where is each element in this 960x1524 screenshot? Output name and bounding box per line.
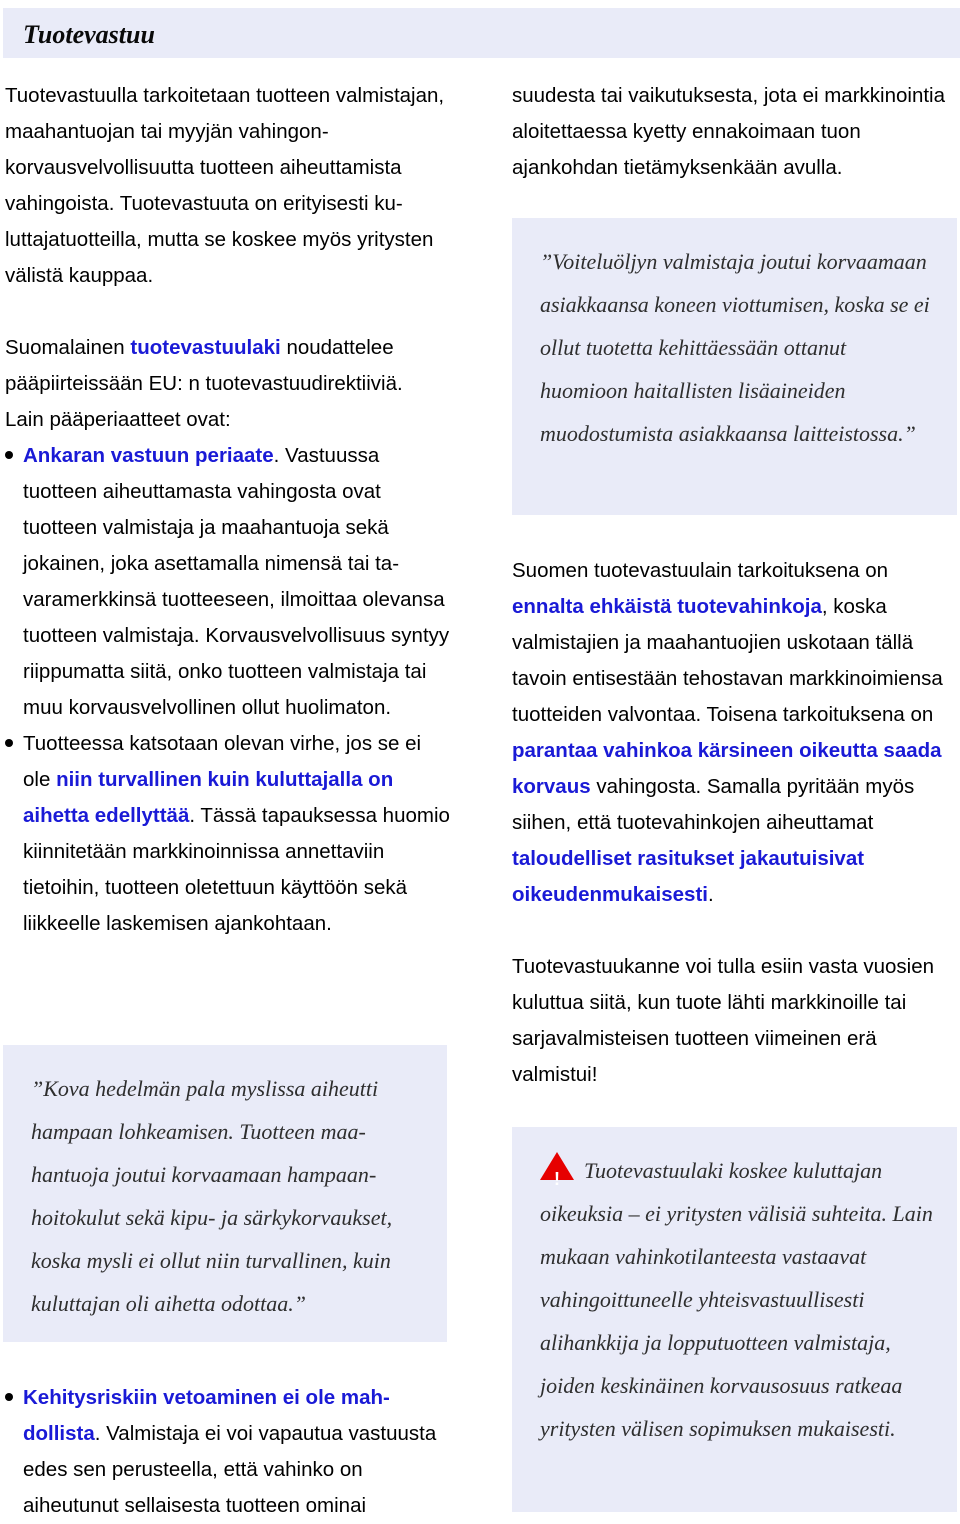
purpose-link-compensation[interactable]: parantaa vahinkoa kärsineen oikeutta saada korvaus bbox=[512, 739, 942, 798]
bullet-1-title[interactable]: Ankaran vastuun periaate bbox=[23, 444, 274, 467]
law-text-post: noudattelee pääpiirteissään EU: n tuotevastuudirektiiviä. bbox=[5, 336, 403, 395]
bullet-3-text: . Valmistaja ei voi vapautua vastuusta edes sen perusteella, että vahinko on aiheutunut sellaisesta tuotteen ominai bbox=[23, 1422, 437, 1517]
warning-box bbox=[512, 1127, 957, 1512]
warning-icon bbox=[540, 1152, 574, 1189]
law-paragraph bbox=[5, 330, 450, 402]
header-bar bbox=[3, 8, 960, 58]
bullet-defect bbox=[5, 726, 450, 942]
bullet-1-text: . Vastuussa tuotteen aiheuttamasta vahingosta ovat tuotteen valmistaja ja maahantuoja sekä jokainen, joka asettamalla nimensä tai tavaramerkkinsä tuotteeseen, ilmoittaa olevansa tuotteen valmistaja. Korvausvelvollisuus syntyy riippumatta siitä, onko tuotteen valmistaja tai muu korvausvelvollinen ollut huolimaton. bbox=[23, 444, 450, 719]
example-text-muesli: ”Kova hedelmän pala myslissa aiheutti hampaan lohkeamisen. Tuotteen maahantuoja joutui korvaamaan hampaanhoitokulut sekä kipu- ja särkykorvaukset, koska mysli ei ollut niin turvallinen, kuin kuluttajan oli aihetta odottaa.” bbox=[31, 1076, 393, 1316]
law-text-pre: Suomalainen bbox=[5, 336, 131, 359]
purpose-text-a: Suomen tuotevastuulain tarkoituksena on bbox=[512, 559, 889, 582]
left-column-bottom bbox=[5, 1380, 450, 1524]
intro-paragraph: Tuotevastuulla tarkoitetaan tuotteen valmistajan, maahantuojan tai myyjän vahingonkorvausvelvollisuutta tuotteen aiheuttamista vahingoista. Tuotevastuuta on erityisesti kuluttajatuotteilla, mutta se koskee myös yritysten välistä kauppaa. bbox=[5, 84, 445, 287]
purpose-text-e: vahingosta. Samalla pyritään myös siihen, että tuotevahinkojen aiheuttamat bbox=[512, 775, 915, 834]
continued-paragraph: suudesta tai vaikutuksesta, jota ei markkinointia aloitettaessa kyetty ennakoimaan tuon ajankohdan tietämyksenkään avulla. bbox=[512, 84, 946, 179]
purpose-paragraph bbox=[512, 553, 957, 913]
right-column bbox=[512, 78, 957, 186]
warning-text: Tuotevastuulaki koskee kuluttajan oikeuksia – ei yritysten välisiä suhteita. Lain mukaan vahinkotilanteesta vastaavat vahingoittuneelle yhteisvastuullisesti alihankkija ja lopputuotteen valmistaja, joiden keskinäinen korvausosuus ratkeaa yritysten välisen sopimuksen mukaisesti. bbox=[540, 1158, 933, 1441]
purpose-link-burden[interactable]: taloudelliset rasitukset jakautuisivat oikeudenmukaisesti bbox=[512, 847, 865, 906]
bullet-3-title[interactable]: Kehitysriskiin vetoaminen ei ole mahdollista bbox=[23, 1386, 390, 1445]
purpose-section bbox=[512, 553, 957, 1093]
bullet-development-risk bbox=[5, 1380, 450, 1524]
warning-mark: ! bbox=[554, 1169, 560, 1189]
bullet-2-post: . Tässä tapauksessa huomio kiinnitetään markkinoinnissa annettaviin tietoihin, tuotteen oletettuun käyttöön sekä liikkeelle laskemisen ajankohtaan. bbox=[23, 804, 450, 935]
example-box-oil bbox=[512, 218, 957, 515]
purpose-text-c: , koska valmistajien ja maahantuojien uskotaan tällä tavoin entisestään tehostavan markkinoimiensa tuotteiden valvontaa. Toisena tarkoituksena on bbox=[512, 595, 943, 726]
bullet-strict-liability bbox=[5, 438, 450, 726]
bullet-2-link[interactable]: niin turvallinen kuin kuluttajalla on aihetta edellyttää bbox=[23, 768, 394, 827]
law-link[interactable]: tuotevastuulaki bbox=[130, 336, 281, 359]
example-box-muesli bbox=[3, 1045, 447, 1342]
left-column bbox=[5, 78, 450, 942]
principles-label: Lain pääperiaatteet ovat: bbox=[5, 408, 231, 431]
warning-content bbox=[512, 1127, 957, 1470]
purpose-link-prevent[interactable]: ennalta ehkäistä tuotevahinkoja bbox=[512, 595, 822, 618]
page-title: Tuotevastuu bbox=[23, 20, 155, 49]
bullet-2-pre: Tuotteessa katsotaan olevan virhe, jos se ei ole bbox=[23, 732, 422, 791]
example-text-oil: ”Voiteluöljyn valmistaja joutui korvaamaan asiakkaansa koneen viottumisen, koska se ei ollut tuotetta kehittäessään ottanut huomioon haitallisten lisäaineiden muodostumista asiakkaansa laitteistossa.” bbox=[540, 249, 930, 446]
purpose-text-g: . bbox=[707, 883, 714, 906]
lawsuit-paragraph: Tuotevastuukanne voi tulla esiin vasta vuosien kuluttua siitä, kun tuote lähti markkinoille tai sarjavalmisteisen tuotteen viimeinen erä valmistui! bbox=[512, 955, 935, 1086]
